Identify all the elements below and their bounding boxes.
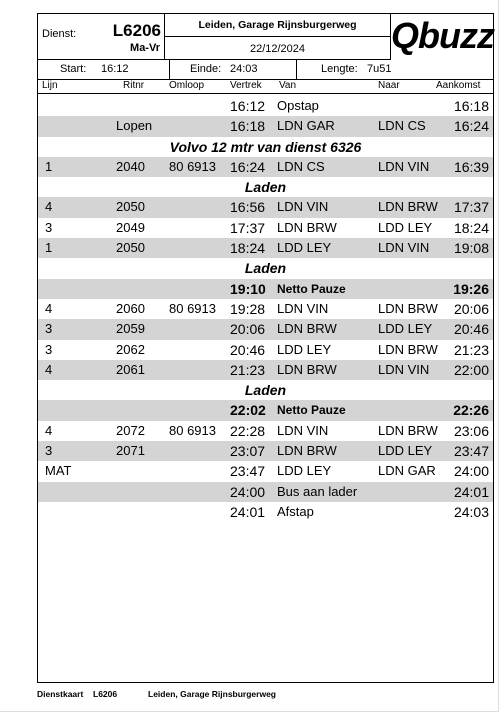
cell-naar: LDN BRW — [378, 199, 438, 215]
cell-lijn: 4 — [45, 300, 53, 316]
cell-van: LDN VIN — [277, 422, 329, 438]
cell-omloop: 80 6913 — [169, 300, 216, 316]
cell-aankomst: 20:46 — [453, 321, 489, 338]
cell-van: LDN BRW — [277, 361, 337, 377]
section-title-row — [38, 137, 493, 157]
lengte-label: Lengte: — [321, 63, 358, 75]
cell-ritnr: 2061 — [116, 361, 145, 377]
header — [38, 14, 493, 60]
table-row — [38, 421, 493, 441]
cell-vertrek: 24:00 — [230, 483, 266, 500]
cell-vertrek: 16:56 — [230, 199, 266, 216]
logo-text: Qbuzz — [391, 15, 494, 56]
cell-omloop: 80 6913 — [169, 422, 216, 438]
cell-vertrek: 20:46 — [230, 341, 266, 358]
cell-aankomst: 24:00 — [453, 463, 489, 480]
cell-aankomst: 21:23 — [453, 341, 489, 358]
cell-lijn: 4 — [45, 199, 53, 215]
cell-ritnr: 2060 — [116, 300, 145, 316]
cell-naar: LDD LEY — [378, 219, 433, 235]
table-row — [38, 96, 493, 116]
cell-ritnr: 2040 — [116, 158, 145, 174]
column-headers — [38, 79, 493, 94]
cell-van: LDN BRW — [277, 219, 337, 235]
cell-naar: LDD LEY — [378, 443, 433, 459]
cell-vertrek: 16:24 — [230, 158, 266, 175]
dienst-label: Dienst: — [42, 28, 77, 40]
start-label: Start: — [60, 63, 87, 75]
col-naar: Naar — [378, 80, 400, 91]
section-title-row — [38, 380, 493, 400]
table-row — [38, 461, 493, 481]
cell-ritnr: 2072 — [116, 422, 145, 438]
cell-van: LDN CS — [277, 158, 325, 174]
cell-aankomst: 20:06 — [453, 300, 489, 317]
cell-lijn: 1 — [45, 158, 53, 174]
col-lijn: Lijn — [42, 80, 58, 91]
pauze-row — [38, 279, 493, 299]
table-row — [38, 441, 493, 461]
cell-vertrek: 21:23 — [230, 361, 266, 378]
table-row — [38, 502, 493, 522]
cell-van: LDN BRW — [277, 443, 337, 459]
cell-aankomst: 16:39 — [453, 158, 489, 175]
schedule-rows — [38, 96, 493, 522]
lengte-value: 7u51 — [367, 63, 392, 75]
footer-location: Leiden, Garage Rijnsburgerweg — [148, 689, 277, 699]
cell-naar: LDD LEY — [378, 321, 433, 337]
dienst-cell — [38, 14, 165, 60]
cell-aankomst: 24:03 — [453, 503, 489, 520]
dienstkaart-frame — [37, 13, 494, 683]
cell-van: Bus aan lader — [277, 483, 358, 499]
cell-vertrek: 17:37 — [230, 219, 266, 236]
cell-van: Afstap — [277, 503, 314, 519]
section-title: Laden — [244, 260, 287, 277]
cell-van: LDN VIN — [277, 199, 329, 215]
section-title: Volvo 12 mtr van dienst 6326 — [169, 138, 362, 155]
table-row — [38, 482, 493, 502]
cell-lijn: MAT — [45, 463, 72, 479]
cell-aankomst: 19:26 — [453, 280, 489, 297]
section-title-row — [38, 177, 493, 197]
cell-naar: LDN BRW — [378, 422, 438, 438]
footer-label: Dienstkaart — [37, 689, 84, 699]
table-row — [38, 116, 493, 136]
cell-vertrek: 23:07 — [230, 443, 266, 460]
table-row — [38, 299, 493, 319]
start-value: 16:12 — [101, 63, 129, 75]
date: 22/12/2024 — [165, 37, 390, 60]
cell-lijn: 4 — [45, 422, 53, 438]
cell-lijn: 3 — [45, 219, 53, 235]
cell-lijn: 4 — [45, 361, 53, 377]
cell-aankomst: 16:24 — [453, 118, 489, 135]
cell-ritnr: 2049 — [116, 219, 145, 235]
col-ritnr: Ritnr — [123, 80, 145, 91]
shift-info — [38, 60, 493, 80]
einde-segment — [170, 60, 297, 79]
cell-vertrek: 16:12 — [230, 98, 266, 114]
col-van: Van — [279, 80, 297, 91]
cell-aankomst: 22:00 — [453, 361, 489, 378]
cell-ritnr: 2050 — [116, 240, 145, 256]
cell-vertrek: 24:01 — [230, 503, 266, 520]
section-title: Laden — [244, 179, 287, 196]
cell-naar: LDN GAR — [378, 463, 436, 479]
cell-van: Netto Pauze — [277, 281, 346, 296]
cell-vertrek: 22:28 — [230, 422, 266, 439]
cell-omloop: 80 6913 — [169, 158, 216, 174]
cell-vertrek: 16:18 — [230, 118, 266, 135]
cell-vertrek: 19:10 — [230, 280, 266, 297]
cell-aankomst: 23:06 — [453, 422, 489, 439]
cell-ritnr: 2071 — [116, 443, 145, 459]
start-segment — [38, 60, 170, 79]
cell-lijn: 3 — [45, 321, 53, 337]
section-title: Laden — [244, 382, 287, 399]
cell-van: LDN VIN — [277, 300, 329, 316]
cell-naar: LDN CS — [378, 118, 426, 134]
cell-vertrek: 23:47 — [230, 463, 266, 480]
cell-aankomst: 24:01 — [453, 483, 489, 500]
section-title-row — [38, 258, 493, 278]
table-row — [38, 319, 493, 339]
dienst-days: Ma-Vr — [130, 42, 160, 54]
dienst-code: L6206 — [112, 21, 161, 40]
col-vertrek: Vertrek — [230, 80, 262, 91]
cell-lijn: 3 — [45, 443, 53, 459]
pauze-row — [38, 400, 493, 420]
cell-van: LDD LEY — [277, 341, 332, 357]
cell-ritnr: 2059 — [116, 321, 145, 337]
einde-value: 24:03 — [230, 63, 258, 75]
lengte-segment — [297, 60, 493, 79]
cell-vertrek: 19:28 — [230, 300, 266, 317]
cell-lijn: 1 — [45, 240, 53, 256]
footer-code: L6206 — [93, 689, 118, 699]
table-row — [38, 197, 493, 217]
cell-vertrek: 22:02 — [230, 402, 266, 419]
col-omloop: Omloop — [169, 80, 205, 91]
cell-van: LDD LEY — [277, 240, 332, 256]
cell-aankomst: 19:08 — [453, 240, 489, 257]
cell-lijn: 3 — [45, 341, 53, 357]
cell-naar: LDN VIN — [378, 240, 430, 256]
table-row — [38, 360, 493, 380]
cell-van: Netto Pauze — [277, 403, 346, 418]
cell-van: LDD LEY — [277, 463, 332, 479]
cell-ritnr: Lopen — [116, 118, 153, 134]
cell-aankomst: 18:24 — [453, 219, 489, 236]
cell-naar: LDN BRW — [378, 341, 438, 357]
cell-vertrek: 18:24 — [230, 240, 266, 257]
table-row — [38, 238, 493, 258]
location: Leiden, Garage Rijnsburgerweg — [165, 14, 390, 37]
cell-van: Opstap — [277, 98, 319, 113]
einde-label: Einde: — [190, 63, 222, 75]
cell-aankomst: 17:37 — [453, 199, 489, 216]
table-row — [38, 218, 493, 238]
cell-naar: LDN VIN — [378, 361, 430, 377]
cell-aankomst: 16:18 — [453, 98, 489, 114]
cell-van: LDN BRW — [277, 321, 337, 337]
cell-ritnr: 2062 — [116, 341, 145, 357]
qbuzz-logo — [390, 14, 493, 60]
table-row — [38, 157, 493, 177]
cell-aankomst: 23:47 — [453, 443, 489, 460]
cell-naar: LDN BRW — [378, 300, 438, 316]
cell-aankomst: 22:26 — [453, 402, 489, 419]
cell-naar: LDN VIN — [378, 158, 430, 174]
cell-vertrek: 20:06 — [230, 321, 266, 338]
col-aankomst: Aankomst — [436, 80, 481, 91]
cell-ritnr: 2050 — [116, 199, 145, 215]
cell-van: LDN GAR — [277, 118, 335, 134]
table-row — [38, 340, 493, 360]
